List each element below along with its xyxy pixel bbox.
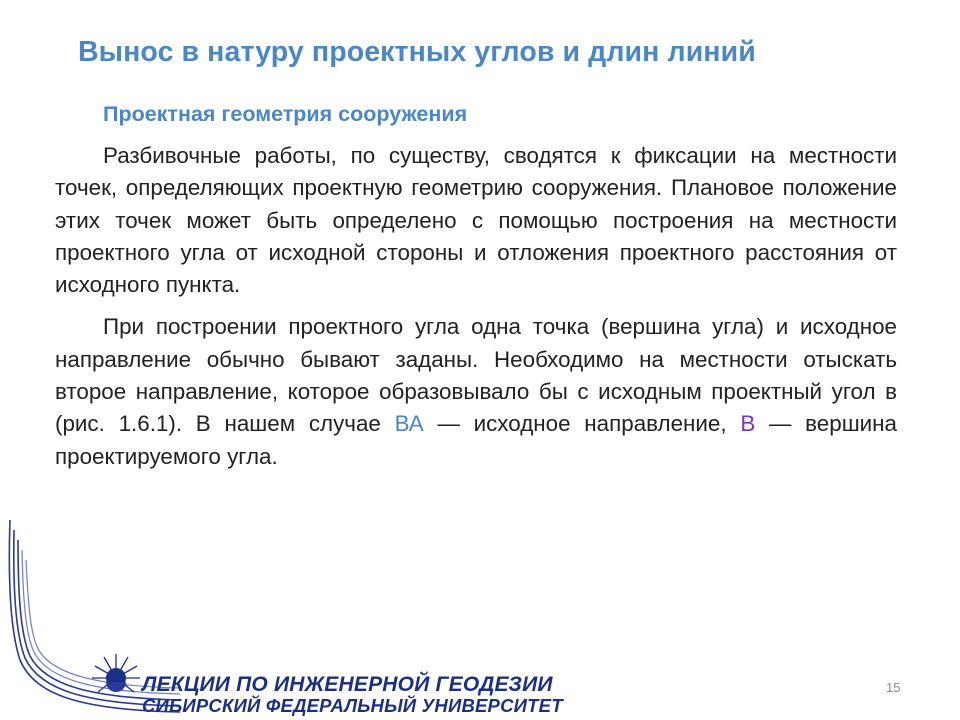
page-number: 15 — [886, 680, 901, 695]
paragraph-2-text-a: При построении проектного угла одна точка (вершина угла) и исходное направление обычно бывают заданы. Необходимо на местности отыскать второе направление, которое образовывало бы с исходным проектный угол в (рис. 1.6.1). В нашем случае — [55, 314, 897, 437]
slide-title: Вынос в натуру проектных углов и длин линий — [78, 36, 756, 68]
sfu-sun-logo-icon — [88, 650, 144, 706]
highlight-b: В — [740, 411, 756, 437]
footer-lecture-title: ЛЕКЦИИ ПО ИНЖЕНЕРНОЙ ГЕОДЕЗИИ — [142, 673, 553, 696]
paragraph-1: Разбивочные работы, по существу, сводятся к фиксации на местности точек, определяющих проектную геометрию сооружения. Плановое положение этих точек может быть определено с помощью построения на местности проектного угла от исходной стороны и отложения проектного расстояния от исходного пункта. — [55, 143, 897, 298]
paragraph-2-text-c: — вершина проектируемого угла. — [55, 411, 897, 469]
highlight-ba: ВА — [394, 411, 424, 437]
paragraph-2-text-b: — исходное направление, — [423, 411, 741, 437]
section-subtitle: Проектная геометрия сооружения — [103, 102, 468, 126]
footer-university-name: СИБИРСКИЙ ФЕДЕРАЛЬНЫЙ УНИВЕРСИТЕТ — [142, 695, 563, 716]
slide-body — [55, 140, 897, 473]
paragraph-2 — [55, 311, 897, 472]
